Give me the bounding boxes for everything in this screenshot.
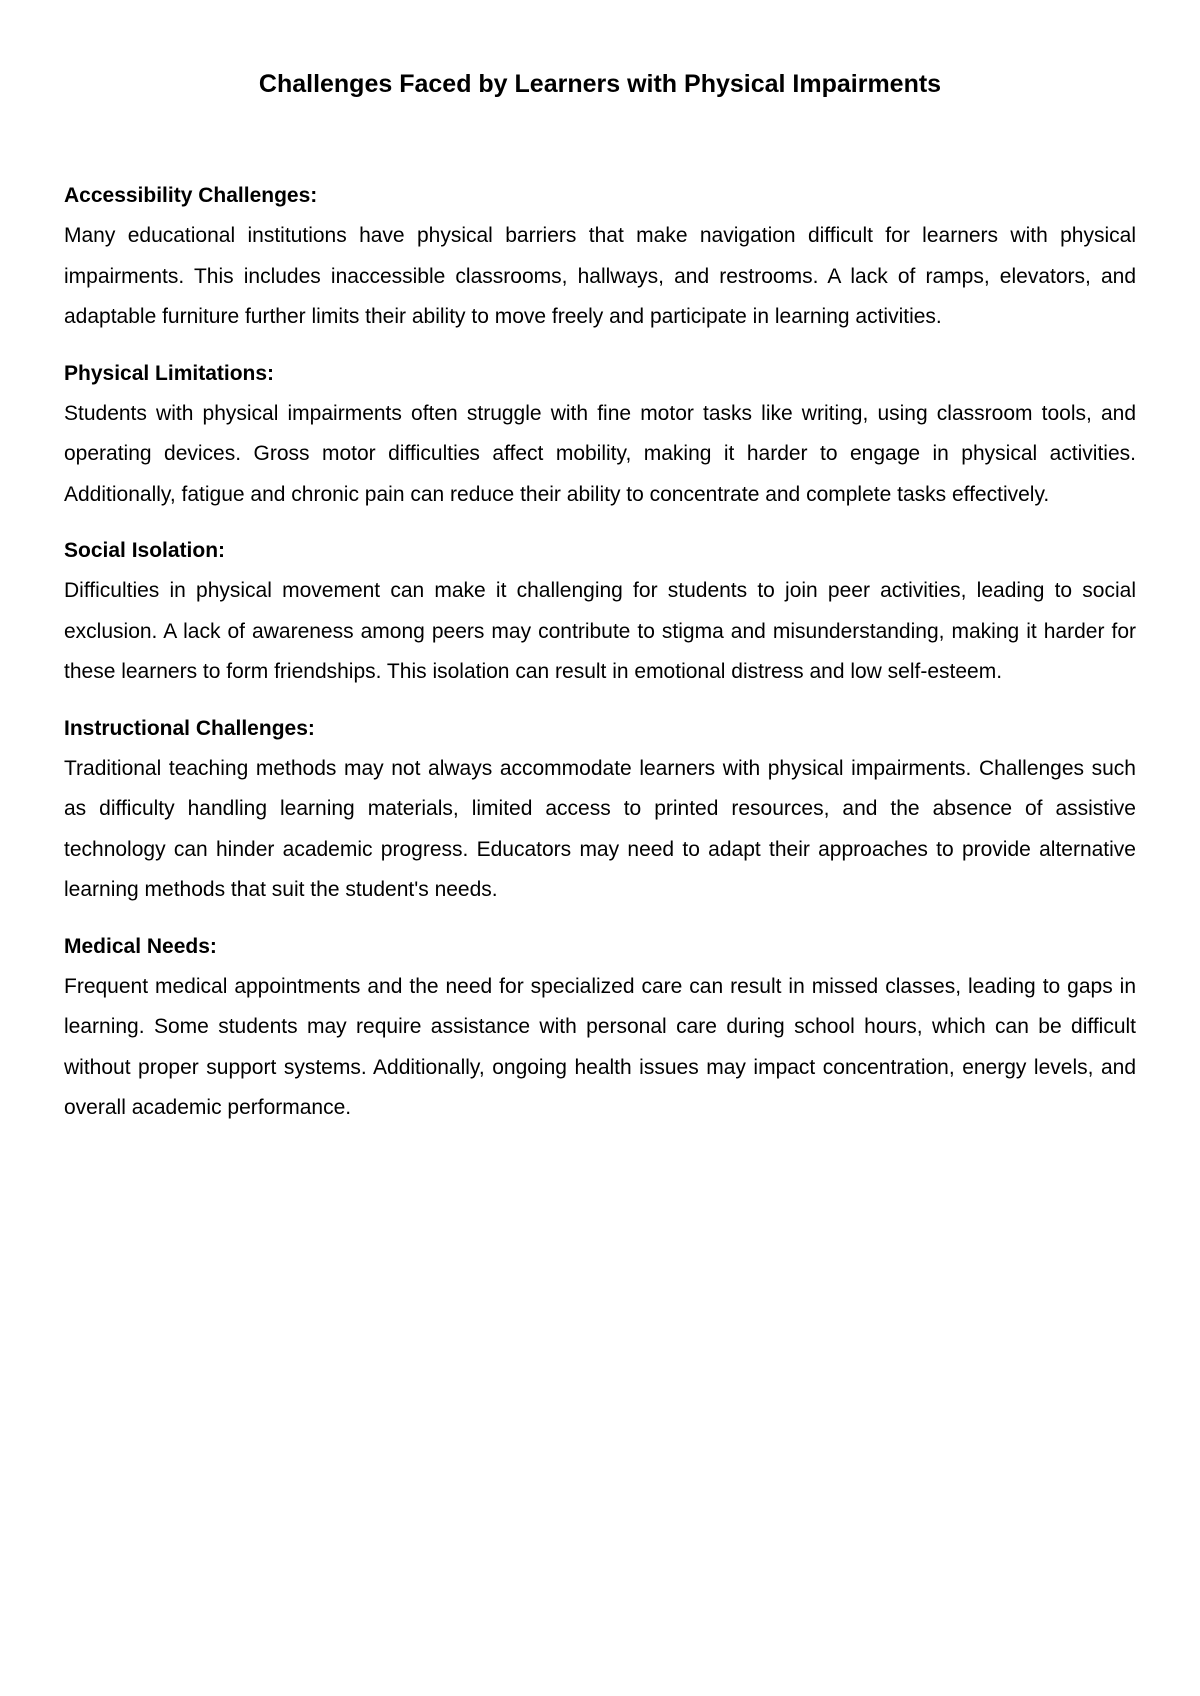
section-heading: Instructional Challenges: [64, 716, 315, 740]
section-body: Difficulties in physical movement can make it challenging for students to join peer activities, leading to social exclusion. A lack of awareness among peers may contribute to stigma and misunderstanding, making it harder for these learners to form friendships. This isolation can result in emotional distress and low self-esteem. [64, 579, 1136, 683]
section-body: Students with physical impairments often struggle with fine motor tasks like writing, using classroom tools, and operating devices. Gross motor difficulties affect mobility, making it harder to engage in physical activities. Additionally, fatigue and chronic pain can reduce their ability to concentrate and complete tasks effectively. [64, 401, 1136, 506]
document-sections [64, 176, 1136, 1129]
section-social-isolation [64, 531, 1136, 693]
section-accessibility-challenges [64, 176, 1136, 338]
section-heading: Physical Limitations: [64, 361, 275, 385]
section-medical-needs [64, 927, 1136, 1129]
section-heading: Accessibility Challenges: [64, 184, 318, 207]
section-instructional-challenges [64, 709, 1136, 911]
section-body: Frequent medical appointments and the need for specialized care can result in missed classes, leading to gaps in learning. Some students may require assistance with personal care during school hours, which can be difficult without proper support systems. Additionally, ongoing health issues may impact concentration, energy levels, and overall academic performance. [64, 974, 1136, 1119]
section-heading: Social Isolation: [64, 539, 226, 562]
section-body: Traditional teaching methods may not always accommodate learners with physical impairments. Challenges such as difficulty handling learning materials, limited access to printed resources, and the absence of assistive technology can hinder academic progress. Educators may need to adapt their approaches to provide alternative learning methods that suit the student's needs. [64, 756, 1136, 901]
section-physical-limitations [64, 354, 1136, 516]
document-title: Challenges Faced by Learners with Physical Impairments [258, 70, 942, 98]
section-body: Many educational institutions have physical barriers that make navigation difficult for learners with physical impairments. This includes inaccessible classrooms, hallways, and restrooms. A lack of ramps, elevators, and adaptable furniture further limits their ability to move freely and participate in learning activities. [64, 224, 1136, 328]
section-heading: Medical Needs: [64, 934, 217, 958]
